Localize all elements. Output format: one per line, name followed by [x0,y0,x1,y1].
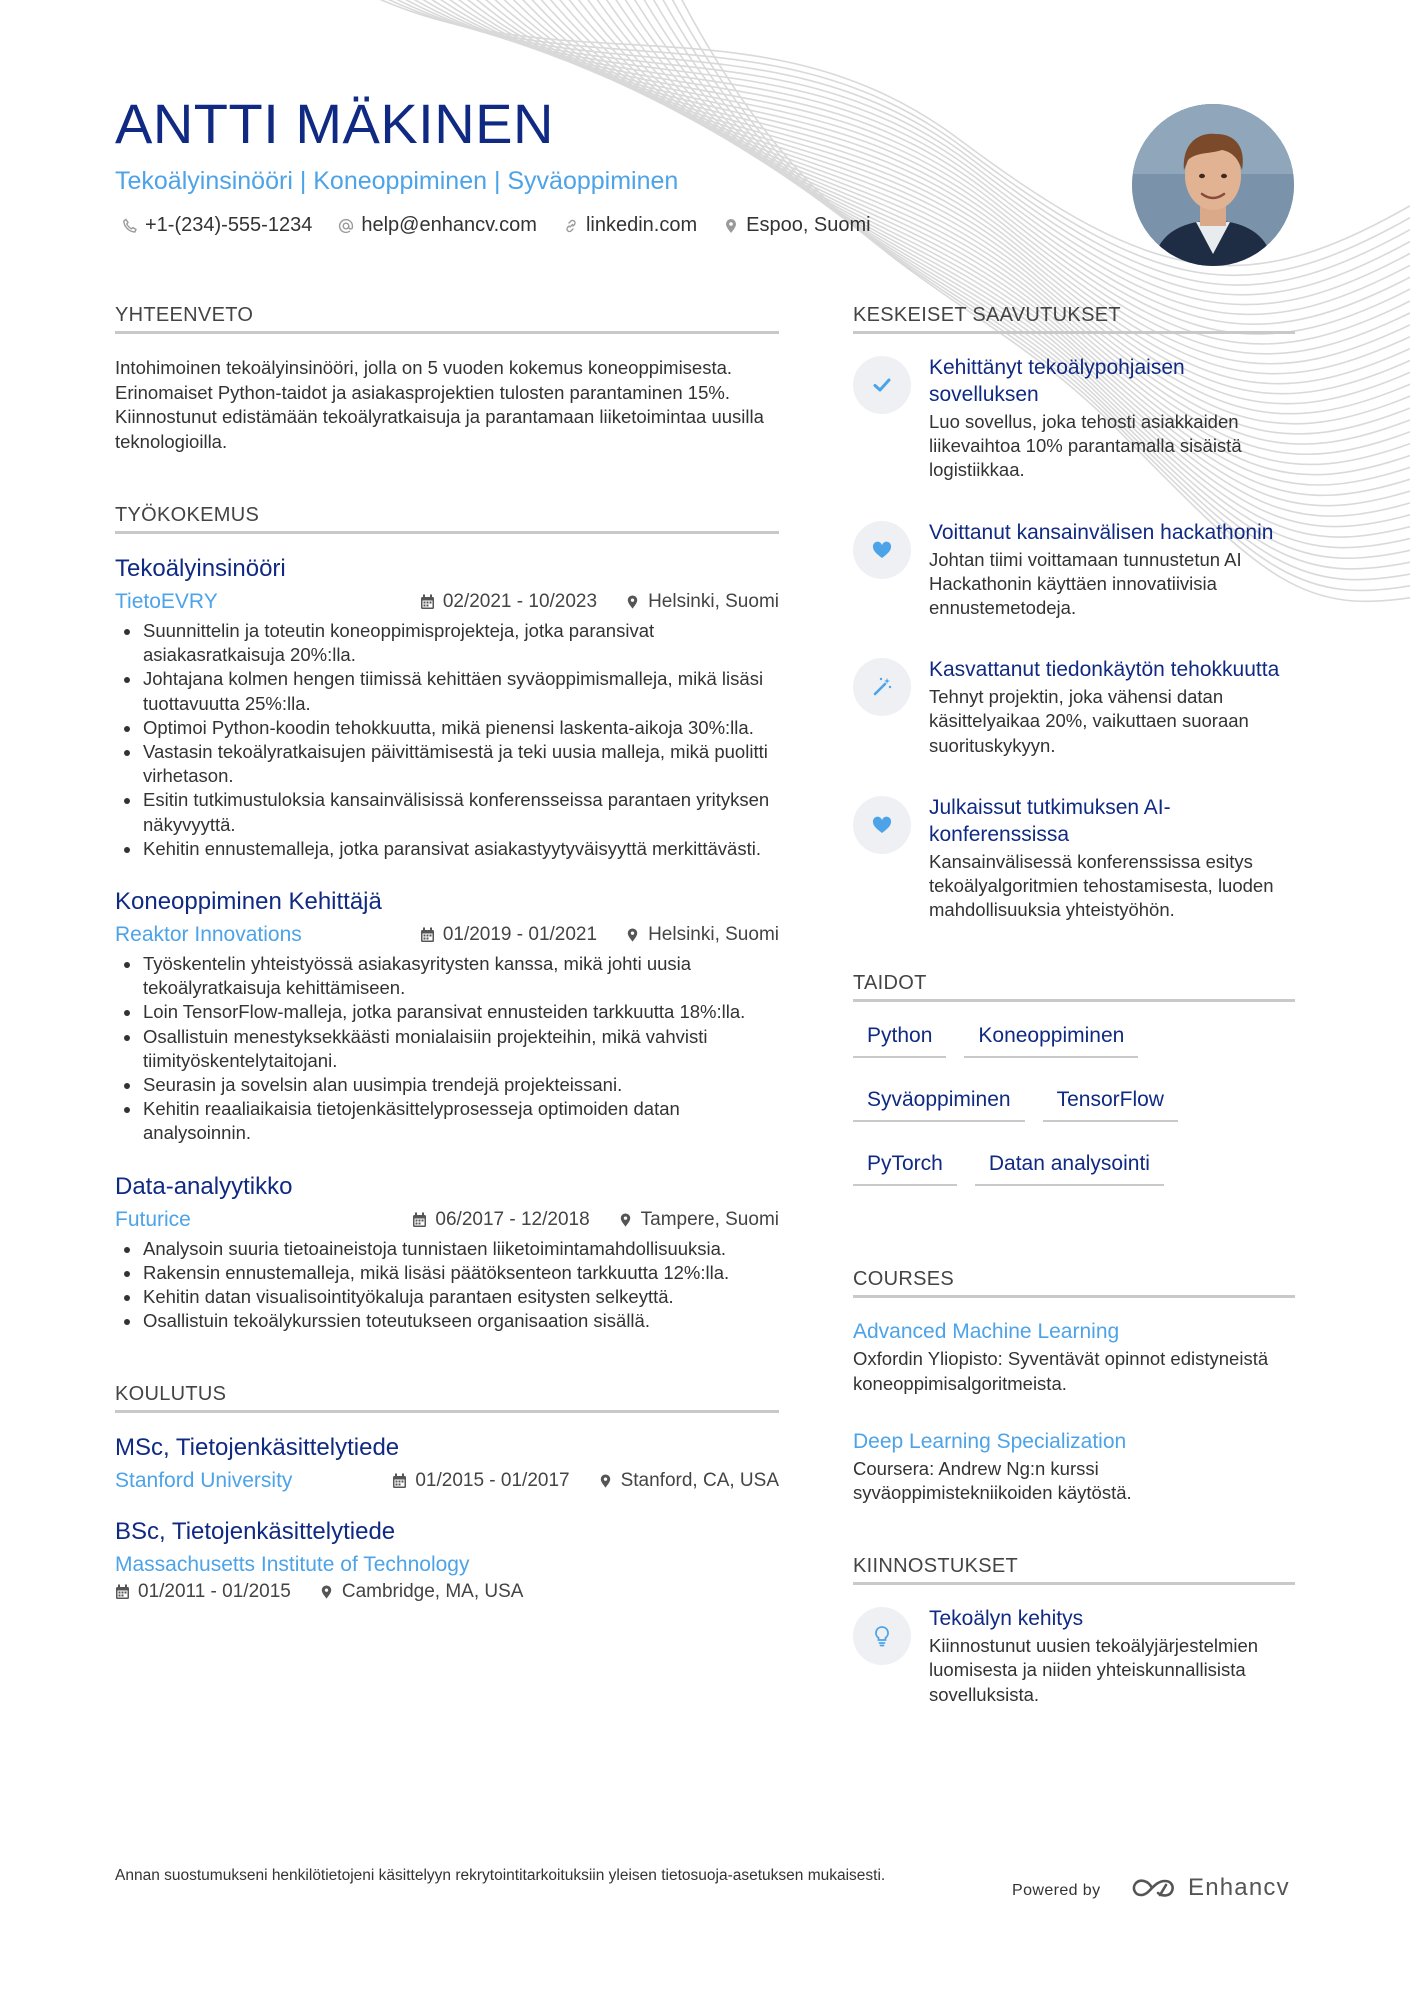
list-item: Rakensin ennustemalleja, mikä lisäsi päätöksenteon tarkkuutta 12%:lla. [115,1261,779,1285]
job-meta [115,588,779,616]
achievement-item [853,656,1295,758]
job-dates: 06/2017 - 12/2018 [435,1208,590,1230]
contact-linkedin-text: linkedin.com [585,214,698,236]
education-entry [115,1433,779,1495]
contact-email-text: help@enhancv.com [361,214,537,236]
list-item: Kehitin datan visualisointityökaluja parantaen esitysten selkeyttä. [115,1285,779,1309]
job-company[interactable]: TietoEVRY [115,590,218,613]
job-meta [115,921,779,949]
link-icon [563,218,579,234]
list-item: Osallistuin menestyksekkäästi monialaisiin projekteihin, mikä vahvisti tiimityöskentelytaitojani. [115,1025,779,1073]
location-icon [625,927,640,943]
calendar-icon [115,1584,130,1600]
list-item: Kehitin ennustemalleja, jotka paransivat asiakastyytyväisyyttä merkittävästi. [115,837,779,861]
job-entry [115,1172,779,1334]
courses-section [853,1268,1295,1505]
interest-description: Kiinnostunut uusien tekoälyjärjestelmien luomisesta ja niiden yhteiskunnallisista sovelluksista. [929,1635,1259,1705]
job-entry [115,554,779,861]
skill-tag: TensorFlow [1043,1086,1178,1122]
education-heading: KOULUTUS [115,1383,779,1413]
interest-item [853,1605,1295,1707]
profile-photo [1132,104,1294,266]
portrait-illustration [1132,104,1294,266]
job-bullets [115,1237,779,1334]
achievement-description: Johtan tiimi voittamaan tunnustetun AI Hackathonin käyttäen innovatiivisia ennustemetodeja. [929,548,1242,619]
contact-location-text: Espoo, Suomi [746,214,871,236]
job-entry [115,887,779,1146]
achievement-description: Tehnyt projektin, joka vähensi datan käsittelyaikaa 20%, vaikuttaen suoraan suorituskykyyn. [929,686,1249,756]
at-icon [338,218,354,234]
course-item [853,1428,1295,1505]
experience-heading: TYÖKOKEMUS [115,504,779,534]
enhancv-logo[interactable] [1130,1874,1290,1902]
summary-section [115,304,779,454]
achievement-title: Julkaissut tutkimuksen AI-konferenssissa [929,795,1171,846]
job-location: Helsinki, Suomi [648,924,779,946]
list-item: Analysoin suuria tietoaineistoja tunnistaen liiketoimintamahdollisuuksia. [115,1237,779,1261]
skill-tag: Python [853,1022,946,1058]
calendar-icon [420,927,435,943]
magic-wand-icon [870,675,894,699]
interest-title: Tekoälyn kehitys [929,1607,1084,1631]
summary-heading: YHTEENVETO [115,304,779,334]
skill-tag: Syväoppiminen [853,1086,1025,1122]
achievement-title: Voittanut kansainvälisen hackathonin [929,520,1274,544]
skills-section [853,972,1295,1214]
check-icon [870,373,894,397]
location-icon [598,1473,613,1489]
achievement-description: Kansainvälisessä konferenssissa esitys tekoälyalgoritmien tehostamisesta, luoden mahdollisuuksia yhteistyöhön. [929,850,1274,921]
job-title: Data-analyytikko [115,1172,293,1200]
course-description: Coursera: Andrew Ng:n kurssi syväoppimistekniikoiden käytöstä. [853,1457,1132,1504]
list-item: Loin TensorFlow-malleja, jotka paransivat ennusteiden tarkkuutta 18%:lla. [115,1000,779,1024]
contact-linkedin[interactable] [563,214,697,237]
school-name[interactable]: Stanford University [115,1469,293,1493]
course-item [853,1318,1295,1395]
job-location: Helsinki, Suomi [648,591,779,612]
list-item: Johtajana kolmen hengen tiimissä kehittäen syväoppimismalleja, mikä lisäsi tuottavuutta 25%:lla. [115,667,779,715]
contact-list [122,214,871,237]
skills-list [853,1022,1295,1214]
list-item: Osallistuin tekoälykurssien toteutukseen organisaation sisällä. [115,1309,779,1333]
list-item: Kehitin reaaliaikaisia tietojenkäsittelyprosesseja optimoiden datan analysoinnin. [115,1097,779,1145]
achievement-item [853,794,1295,923]
job-title: Koneoppiminen Kehittäjä [115,888,382,916]
job-meta [115,1206,779,1234]
list-item: Suunnittelin ja toteutin koneoppimisprojekteja, jotka paransivat asiakasratkaisuja 20%:lla. [115,619,779,667]
contact-location [723,214,871,237]
heart-icon [870,813,894,837]
education-meta [115,1467,779,1495]
list-item: Työskentelin yhteistyössä asiakasyritysten kanssa, mikä johti uusia tekoälyratkaisuja kehittämiseen. [115,952,779,1000]
job-bullets [115,952,779,1146]
contact-phone[interactable] [122,214,312,237]
right-column [853,304,1295,1707]
education-school-row [115,1551,779,1579]
course-title[interactable]: Advanced Machine Learning [853,1320,1120,1344]
achievement-item [853,354,1295,483]
location-icon [625,594,640,610]
calendar-icon [420,594,435,610]
list-item: Optimoi Python-koodin tehokkuutta, mikä pienensi laskenta-aikoja 30%:lla. [115,716,779,740]
achievement-title: Kasvattanut tiedonkäytön tehokkuutta [929,658,1280,682]
course-description: Oxfordin Yliopisto: Syventävät opinnot edistyneistä koneoppimisalgoritmeista. [853,1348,1269,1394]
education-location: Stanford, CA, USA [620,1470,779,1492]
gdpr-consent-note: Annan suostumukseni henkilötietojeni käsittelyyn rekrytointitarkoituksiin yleisen tietosuoja-asetuksen mukaisesti. [115,1867,886,1884]
phone-icon [122,218,138,234]
calendar-icon [392,1473,407,1489]
education-section [115,1383,779,1603]
heart-icon [870,538,894,562]
job-bullets [115,619,779,861]
courses-heading: COURSES [853,1268,1295,1298]
location-icon [618,1212,633,1228]
left-column [115,304,779,1603]
achievement-description: Luo sovellus, joka tehosti asiakkaiden liikevaihtoa 10% parantamalla sisäistä logistiikkaa. [929,411,1242,481]
school-name[interactable]: Massachusetts Institute of Technology [115,1553,470,1577]
interests-section [853,1555,1295,1707]
education-entry [115,1517,779,1603]
education-location: Cambridge, MA, USA [341,1581,524,1603]
skill-tag: PyTorch [853,1150,957,1186]
job-dates: 01/2019 - 01/2021 [442,924,598,946]
experience-section [115,504,779,1333]
education-meta [115,1581,779,1603]
job-company[interactable]: Futurice [115,1207,191,1231]
calendar-icon [412,1212,427,1228]
course-title[interactable]: Deep Learning Specialization [853,1429,1127,1453]
candidate-name: ANTTI MÄKINEN [115,92,554,155]
degree-title: MSc, Tietojenkäsittelytiede [115,1434,400,1462]
education-dates: 01/2011 - 01/2015 [138,1581,291,1603]
degree-title: BSc, Tietojenkäsittelytiede [115,1518,396,1546]
achievement-item [853,519,1295,621]
achievement-title: Kehittänyt tekoälypohjaisen sovelluksen [929,356,1185,406]
enhancv-logo-icon [1130,1875,1178,1901]
list-item: Seurasin ja sovelsin alan uusimpia trendejä projekteissani. [115,1073,779,1097]
skill-tag: Datan analysointi [975,1150,1164,1186]
achievements-section [853,304,1295,922]
location-icon [723,218,739,234]
contact-email[interactable] [338,214,537,237]
job-dates: 02/2021 - 10/2023 [442,591,598,612]
interests-heading: KIINNOSTUKSET [853,1555,1295,1585]
list-item: Esitin tutkimustuloksia kansainvälisissä konferensseissa parantaen yrityksen näkyvyyttä. [115,788,779,836]
powered-by-label: Powered by [1012,1882,1101,1899]
achievements-heading: KESKEISET SAAVUTUKSET [853,304,1295,334]
skills-heading: TAIDOT [853,972,1295,1002]
enhancv-brand-name: Enhancv [1188,1874,1290,1901]
summary-text: Intohimoinen tekoälyinsinööri, jolla on 5 vuoden kokemus koneoppimisesta. Erinomaiset Python-taidot ja asiakasprojektien tulosten parantaminen 15%. Kiinnostunut edistämään tekoälyratkaisuja ja parantamaan liiketoimintaa uusilla teknologioilla. [115,357,764,452]
job-location: Tampere, Suomi [640,1208,779,1230]
contact-phone-text: +1-(234)-555-1234 [145,214,313,236]
education-dates: 01/2015 - 01/2017 [415,1470,570,1492]
location-icon [319,1584,334,1600]
lightbulb-icon [870,1624,894,1648]
job-company[interactable]: Reaktor Innovations [115,923,302,947]
job-title: Tekoälyinsinööri [115,555,286,582]
list-item: Vastasin tekoälyratkaisujen päivittämisestä ja teki uusia malleja, mikä puolitti virhetason. [115,740,779,788]
candidate-headline: Tekoälyinsinööri | Koneoppiminen | Syväoppiminen [115,167,679,195]
skill-tag: Koneoppiminen [964,1022,1138,1058]
